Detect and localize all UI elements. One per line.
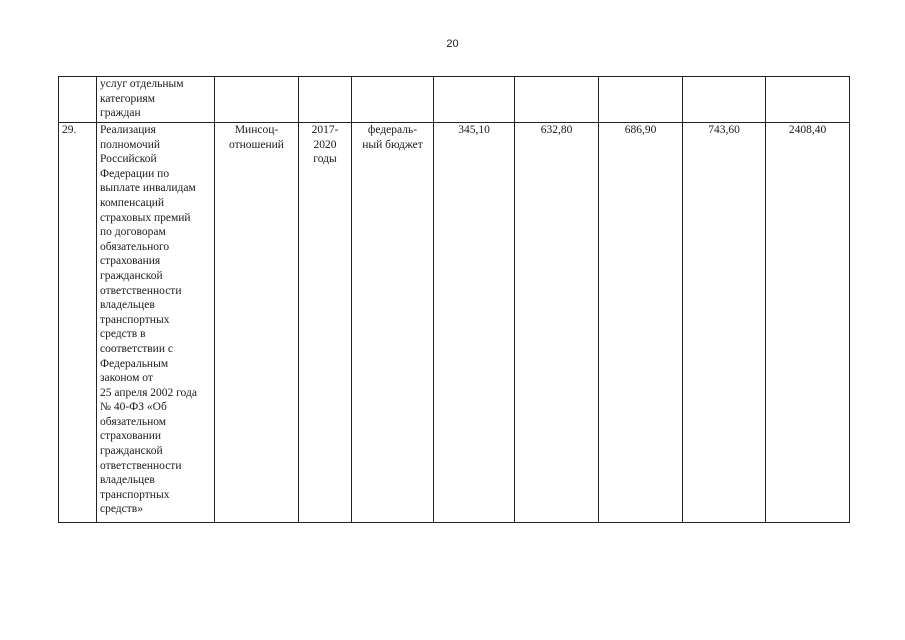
table-row [59,123,850,523]
program-measures-table [58,76,850,523]
responsible-cell [215,77,299,123]
measure-name-cell: Реализация полномочий Российской Федерации по выплате инвалидам компенсаций страховых премий по договорам обязательного страхования гражданской ответственности владельцев транспортных средств в соответствии с Федеральным законом от 25 апреля 2002 года № 40-ФЗ «Об обязательном страховании гражданской ответственности владельцев транспортных средств» [97,123,215,523]
row-number-cell: 29. [59,123,97,523]
amount-cell: 345,10 [434,123,515,523]
responsible-cell: Минсоц- отношений [215,123,299,523]
amount-cell [599,77,683,123]
amount-cell [434,77,515,123]
period-cell [299,77,352,123]
measure-name-cell: услуг отдельным категориям граждан [97,77,215,123]
funding-source-cell: федераль- ный бюджет [352,123,434,523]
table-row [59,77,850,123]
amount-cell [683,77,766,123]
page-number: 20 [446,38,459,50]
amount-cell: 632,80 [515,123,599,523]
total-cell [766,77,850,123]
amount-cell [515,77,599,123]
period-cell: 2017- 2020 годы [299,123,352,523]
total-cell: 2408,40 [766,123,850,523]
funding-source-cell [352,77,434,123]
amount-cell: 743,60 [683,123,766,523]
amount-cell: 686,90 [599,123,683,523]
row-number-cell [59,77,97,123]
